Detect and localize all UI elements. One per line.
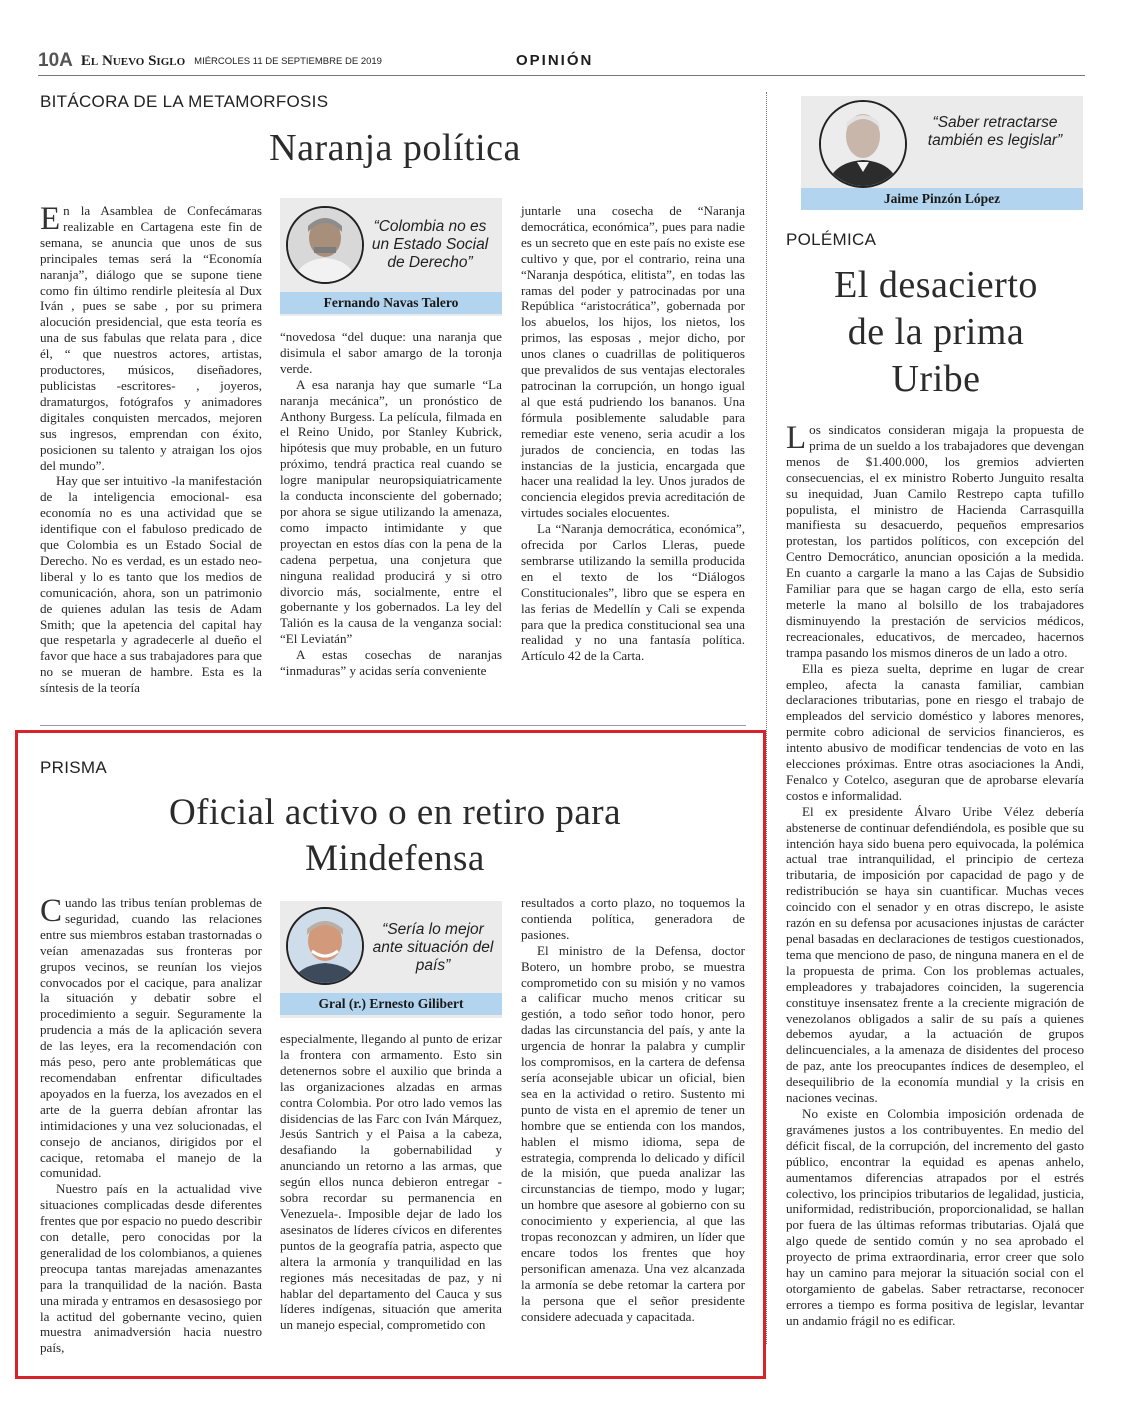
article-separator [40,725,746,726]
article1-col1-p1 [40,203,262,473]
article1-col1-text1: n la Asamblea de Confecámaras realizable en Cartagena este fin de semana, se anuncia que unos de sus principales temas será la “Economía naranja”, diálogo que se supone tiene como fin último rendirle pleitesía al Dux Iván , pues se sabe , por su primera alocución presidencial, que esta teoría es una de sus fabulas que relata para , dice él, “ que nuestros actores, artistas, productores, músicos, diseñadores, publicistas -escritores- , joyeros, dramaturgos, fotógrafos y animadores digitales conquisten mercados, mejoren sus ingresos, emprendan con éxito, posicionen su talento y atraigan los ojos del mundo”. [40,203,262,473]
article1-title: Naranja política [269,127,521,169]
article2-col3-p1: resultados a corto plazo, no toquemos la contienda política, generadora de pasiones. [521,895,745,942]
article3-body [786,422,1084,1329]
article2-author-photo [286,907,364,985]
article3-title-line3: Uribe [891,358,981,400]
article3-p2: Ella es pieza suelta, deprime en lugar de crear empleo, afecta la canasta familiar, cambian declaraciones tributarias, pone en riesgo el trabajo de empleados del servicio doméstico y labores menores, permite cobro adicional de servicios financieros, es intento abusivo de modificar tendencias de voto en las elecciones próximas. Entre otras asociaciones la Andi, Fenalco y Cotelco, aseguran que de aprobarse elevaría costos e informalidad. [786,660,1084,803]
article2-col1-p1 [40,895,262,1181]
article3-title-line2: de la prima [847,311,1025,353]
article2-col2-p1: especialmente, llegando al punto de erizar la frontera con armamento. Esto sin detenernos sobre el auxilio que brinda a las organizaciones alzadas en armas contra Colombia. Por otro lado vemos las disidencias de las Farc con Iván Márquez, Jesús Santrich y el Paisa a la cabeza, desafiando la gobernabilidad y anunciando un retorno a las armas, que según ellos nunca debieron entregar -sobra recordar su permanencia en Venezuela-. Imposible dejar de lado los asesinatos de líderes cívicos en diferentes puntos de la geografía patria, aspecto que altera la armonía y tranquilidad en las regiones más necesitadas de paz, y ni hablar del departamento del Cauca y sus líderes indígenas, situación que amerita un manejo especial, comprometido con [280,1031,502,1333]
article3-p1-text: os sindicatos consideran migaja la propuesta de prima de un sueldo a los trabajadores que devengan menos de $1.400.000, los gremios advierten consecuencias, el ex ministro Roberto Junguito resalta su inequidad, Juan Camilo Restrepo capta tufillo populista, el ministro de Hacienda Carrasquilla manifiesta su desacuerdo, pequeños empresarios protestan, los partidos políticos, con excepción del Centro Democrático, anuncian oposición a la medida. En cuanto a cargarle la mano a las Cajas de Subsidio Familiar para que se hagan cargo de ella, esto sería meterle la mano al bolsillo de los trabajadores disminuyendo la prestación de servicios médicos, recreacionales, educativos, de mercadeo, hacernos trampa pasando los mismos dineros de un lado a otro. [786,422,1084,660]
paper-name: El Nuevo Siglo [80,52,186,69]
portrait-icon [288,909,362,983]
article2-col3-p2: El ministro de la Defensa, doctor Botero, un hombre probo, se muestra comprometido con su misión y no vamos a calificar mucho menos criticar su gestión, a todo señor todo honor, pero dadas las circunstancia del país, y ante la urgencia de honrar la palabra y cumplir los compromisos, en la cartera de defensa sería aconsejable ubicar un oficial, bien sea en la actividad o retiro. Sustento mi punto de vista en el apremio de tener un hombre que se entienda con los mandos, hablen el mismo idioma, sepa de estrategia, comprenda lo delicado y difícil de la misión, que pueda analizar las circunstancias de tiempo, modo y lugar; un hombre que asesore al gobierno con su conocimiento y experiencia, al que las tropas reconozcan y admiren, un líder que encare todos los frentes que hoy personifican amenaza. Una vez alcanzada la armonía se debe retomar la cartera por la persona que el señor presidente considere adecuada y capacitada. [521,942,745,1324]
portrait-icon [288,208,362,282]
article2-col1-p2: Nuestro país en la actualidad vive situaciones complicadas desde diferentes frentes que por espacio no puedo describir con detalle, pero conocidas por la generalidad de los colombianos, a quienes preocupa tantas marejadas amenazantes para la tranquilidad de la nación. Basta una mirada y entramos en desasosiego por la actitud del gobernante vecino, quien muestra animadversión hacia nuestro país, [40,1181,262,1356]
article2-quote-box [280,901,502,1018]
article3-author: Jaime Pinzón López [801,188,1083,210]
article3-title-line1: El desacierto [834,264,1038,306]
article1-col1 [40,203,262,696]
article2-author: Gral (r.) Ernesto Gilibert [280,993,502,1015]
article2-col3 [521,895,745,1324]
article3-p1 [786,422,1084,661]
article1-col2 [280,329,502,679]
section-name: OPINIÓN [516,52,594,69]
article1-col2-p1: “novedosa “del duque: una naranja que disimula el sabor amargo de la toronja verde. [280,329,502,376]
article2-col1-text1: uando las tribus tenían problemas de seguridad, cuando las relaciones entre sus miembros estaban trastornadas o veían amenazadas sus fronteras por grupos vecinos, se reunían los viejos convocados por el cacique, para analizar la situación y debatir sobre el procedimiento a seguir. Seguramente la prudencia a más de la aplicación severa de las leyes, era la recomendación con más peso, pero ante problemáticas que recomendaban enfrentar dificultades apoyados en la fuerza, los avezados en el arte de la guerra debían afrontar las intimidaciones y una vez solucionadas, el consejo de ancianos, dirigidos por el cacique, retomaba el manejo de la comunidad. [40,895,262,1181]
article1-quote-box [280,198,502,316]
article2-col1 [40,895,262,1356]
article1-col3 [521,203,745,664]
article1-col3-p2: La “Naranja democrática, económica”, ofrecida por Carlos Lleras, puede sembrarse utilizando la semilla producida en el texto de los “Diálogos Constitucionales”, libro que se espera en las ferias de Medellín y Cali se expenda para que la predica constitucional sea una realidad y no una fantasía política. Artículo 42 de la Carta. [521,521,745,664]
column-rule [766,92,767,1344]
article1-quote: “Colombia no es un Estado Social de Derecho” [371,218,489,271]
article1-col3-p1: juntarle una cosecha de “Naranja democrática, económica”, pues para nadie es un secreto que en este país no existe ese cultivo y que, por el contrario, reina una “Naranja despótica, elitista”, en todas las ramas del poder y patrocinadas por una República “aristocrática”, gobernada por los abuelos, los hijos, los nietos, los primos, las esposas , mejor dicho, por unos clanes o cuadrillas de politiqueros que prevalidos de sus ventajas electorales patrocinan la corrupción, un hongo igual al que está pudriendo los bananos. Una fórmula posiblemente saludable para remediar este veneno, seria acudir a los jurados de conciencia, en todas las instancias de la justicia, encargada que hacer una realidad la ley. Unos jurados de conciencia elegidos previa acreditación de virtudes sociales elocuentes. [521,203,745,521]
article1-col2-p2: A esa naranja hay que sumarle “La naranja mecánica”, un pronóstico de Anthony Burgess. La película, filmada en el Reino Unido, por Stanley Kubrick, hipótesis que muy probable, en un futuro próximo, tendrá practica real cuando se logre manipular neuropsiquiatricamente la conducta inconsciente del gobernado; por ahora se sigue utilizando la amenaza, como impacto intimidante y que proyectan en estos días con la pena de la cadena perpetua, una conjetura que ninguna realidad producirá y si otro divorcio más, socialmente, entre el gobernante y los gobernados. La ley del Talión es la causa de la venganza social: “El Leviatán” [280,376,502,647]
page-number: 10A [38,50,73,71]
article1-col2-p3: A estas cosechas de naranjas “inmaduras” y acidas sería conveniente [280,647,502,679]
article3-quote: “Saber retractarse también es legislar” [927,114,1063,149]
article3-quote-box [801,96,1083,210]
article3-p4: No existe en Colombia imposición ordenada de gravámenes justos a los contribuyentes. En medio del déficit fiscal, de la corrupción, del incremento del gasto público, encontrar la equidad es apenas anhelo, aumentamos diferencias atrapados por el estrés colectivo, los principios tributarios de legalidad, justicia, uniformidad, redistribución, proporcionalidad, se hallan por fuera de las últimas reformas tributarias. Ojalá que algo quede de sentido común y no sea aprobado el proyecto de prima extraordinaria, error creer que solo hay un camino para mejorar la situación social con el otorgamiento de gabelas. Saber retractarse, reconocer errores a tiempo es forma positiva de legislar, levantar un andamio frágil no es edificar. [786,1105,1084,1328]
article3-kicker: POLÉMICA [786,230,877,249]
article1-kicker: BITÁCORA DE LA METAMORFOSIS [40,92,329,111]
article2-quote: “Sería lo mejor ante situación del país” [372,921,494,974]
article2-title-line1: Oficial activo o en retiro para [168,792,622,833]
portrait-icon [821,102,905,186]
article2-col2 [280,1031,502,1333]
issue-date: MIÉRCOLES 11 DE SEPTIEMBRE DE 2019 [194,55,382,67]
article2-dropcap: C [40,893,63,929]
article3-dropcap: L [786,420,807,456]
article3-author-photo [819,100,907,188]
article2-title [40,790,750,882]
article2-kicker: PRISMA [40,758,107,777]
article1-dropcap: E [40,201,61,237]
article1-author: Fernando Navas Talero [280,292,502,314]
article3-title [786,262,1086,403]
masthead-rule [38,75,1085,76]
article2-title-line2: Mindefensa [305,838,485,879]
article3-p3: El ex presidente Álvaro Uribe Vélez debería abstenerse de continuar defendiéndola, es posible que su intención haya sido buena pero equivocada, la polémica actual trae intranquilidad, el principio de certeza tributaria, de imposición por capacidad de pago y de redistribución se haya sin cuantificar. Muchas veces coincido con el senador y en otras discrepo, le asiste razón en su defensa por acusaciones injustas de carácter penal basadas en declaraciones de testigos cuestionados, tema que menciono de paso, de ninguna manera en el de la propuesta de prima. Con los problemas actuales, empleadores y trabajadores coinciden, la sugerencia constituye insensatez frente a la creciente migración de venezolanos obligados a salir de su país a quienes debemos ayudar, a la actuación de grupos delincuenciales, a la amenaza de disidentes del proceso de paz, ante los preocupantes índices de desempleo, el desequilibrio de la economía mundial y la crisis en naciones vecinas. [786,803,1084,1106]
article1-author-photo [286,206,364,284]
article1-col1-p2: Hay que ser intuitivo -la manifestación de la inteligencia emocional- esa economía no es una actividad que se identifique con el fabuloso predicado de que Colombia es un Estado Social de Derecho. No es verdad, es un estado neo-liberal y lo es tanto que los medios de comunicación, ahora, son un patrimonio de quienes adulan las tesis de Adam Smith; que la apetencia del capital hay que respetarla y agradecerle al dueño el favor que hace a sus trabajadores para que no se mueran de hambre. Esta es la síntesis de la teoría [40,473,262,696]
